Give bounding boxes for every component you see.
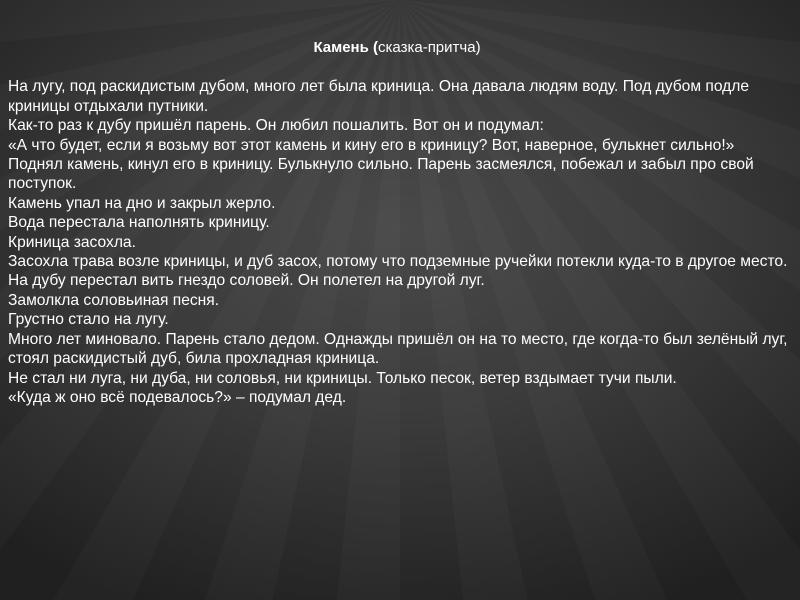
paragraph-5: Камень упал на дно и закрыл жерло. [8,194,276,212]
paragraph-14: «Куда ж оно всё подевалось?» – подумал дед. [8,388,347,406]
paragraph-4: Поднял камень, кинул его в криницу. Булькнуло сильно. Парень засмеялся, побежал и забыл про свой поступок. [8,156,754,193]
story-content [8,38,792,407]
paragraph-12: Много лет миновало. Парень стало дедом. Однажды пришёл он на то место, где когда-то был зелёный луг, стоял раскидистый дуб, била прохладная криница. [8,330,788,368]
paragraph-6: Вода перестала наполнять криницу. [8,214,270,232]
paragraph-8: Засохла трава возле криницы, и дуб засох, потому что подземные ручейки потекли куда-то в другое место. [8,253,788,271]
paragraph-7: Криница засохла. [8,233,136,251]
paragraph-9: На дубу перестал вить гнездо соловей. Он полетел на другой луг. [8,272,485,290]
title-paren-open: ( [373,39,379,56]
story-title [8,38,792,57]
paragraph-11: Грустно стало на лугу. [8,311,169,329]
title-subtitle: сказка-притча [378,39,476,56]
paragraph-1: На лугу, под раскидистым дубом, много лет была криница. Она давала людям воду. Под дубом подле криницы отдыхали путники. [8,78,750,115]
paragraph-13: Не стал ни луга, ни дуба, ни соловья, ни криницы. Только песок, ветер вздымает тучи пыли. [8,369,677,387]
title-main: Камень [313,39,369,56]
paragraph-2: Как-то раз к дубу пришёл парень. Он любил пошалить. Вот он и подумал: [8,117,544,135]
paragraph-10: Замолкла соловьиная песня. [8,291,220,309]
title-paren-close: ) [475,39,481,56]
paragraph-3: «А что будет, если я возьму вот этот камень и кину его в криницу? Вот, наверное, булькнет сильно!» [8,136,735,154]
